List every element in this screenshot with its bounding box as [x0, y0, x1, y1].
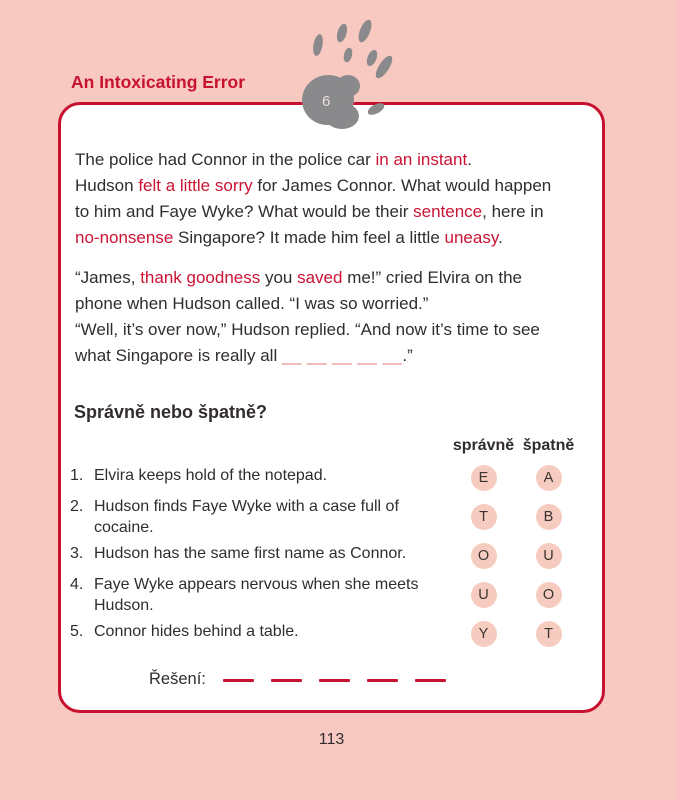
correct-letter-circle: E	[471, 465, 497, 491]
exercise-item	[70, 496, 581, 538]
column-header-correct: správně	[452, 437, 515, 454]
wrong-letter-circle: T	[536, 621, 562, 647]
item-text: Hudson has the same first name as Connor.	[94, 545, 407, 562]
solution-blanks	[206, 670, 446, 689]
wrong-letter-circle: B	[536, 504, 562, 530]
item-number: 2.	[70, 498, 84, 515]
story-paragraph-1: The police had Connor in the police car in an instant. Hudson felt a little sorry for James Connor. What would happen to him and Faye Wyke? What would be their sentence, here in no-nonsense Singapore? It made him feel a little uneasy.	[75, 150, 552, 247]
exercise-item	[70, 465, 581, 491]
column-header-wrong: špatně	[522, 437, 575, 454]
wrong-letter-circle: U	[536, 543, 562, 569]
exercise-item	[70, 543, 581, 569]
item-text: Elvira keeps hold of the notepad.	[94, 467, 328, 484]
solution-blank	[367, 679, 398, 682]
solution-row	[149, 669, 602, 689]
correct-letter-circle: U	[471, 582, 497, 608]
exercise-columns-header	[70, 437, 581, 455]
exercise-item	[70, 574, 581, 616]
correct-letter-circle: O	[471, 543, 497, 569]
item-text: Faye Wyke appears nervous when she meets Hudson.	[94, 576, 419, 614]
wrong-letter-circle: O	[536, 582, 562, 608]
solution-blank	[415, 679, 446, 682]
handprint-stamp-icon	[292, 16, 402, 138]
item-text: Connor hides behind a table.	[94, 623, 299, 640]
item-text: Hudson finds Faye Wyke with a case full of cocaine.	[94, 498, 399, 536]
correct-letter-circle: T	[471, 504, 497, 530]
item-number: 4.	[70, 576, 84, 593]
solution-blank	[271, 679, 302, 682]
item-number: 3.	[70, 545, 84, 562]
item-number: 1.	[70, 467, 84, 484]
correct-letter-circle: Y	[471, 621, 497, 647]
chapter-title: An Intoxicating Error	[71, 72, 246, 92]
exercise-table	[70, 437, 581, 647]
chapter-number-badge: 6	[322, 93, 331, 110]
exercise-heading: Správně nebo špatně?	[74, 402, 268, 422]
story-paragraph-2: “James, thank goodness you saved me!” cried Elvira on the phone when Hudson called. “I was so worried.” “Well, it’s over now,” Hudson replied. “And now it’s time to see what Singapore is really all __ __ __ __ __.”	[75, 268, 540, 365]
story	[61, 147, 602, 369]
solution-label: Řešení:	[149, 670, 206, 688]
exercise-items	[70, 465, 581, 647]
item-number: 5.	[70, 623, 84, 640]
story-card	[58, 102, 605, 713]
solution-blank	[223, 679, 254, 682]
wrong-letter-circle: A	[536, 465, 562, 491]
page-number: 113	[318, 731, 345, 748]
solution-blank	[319, 679, 350, 682]
exercise-item	[70, 621, 581, 647]
